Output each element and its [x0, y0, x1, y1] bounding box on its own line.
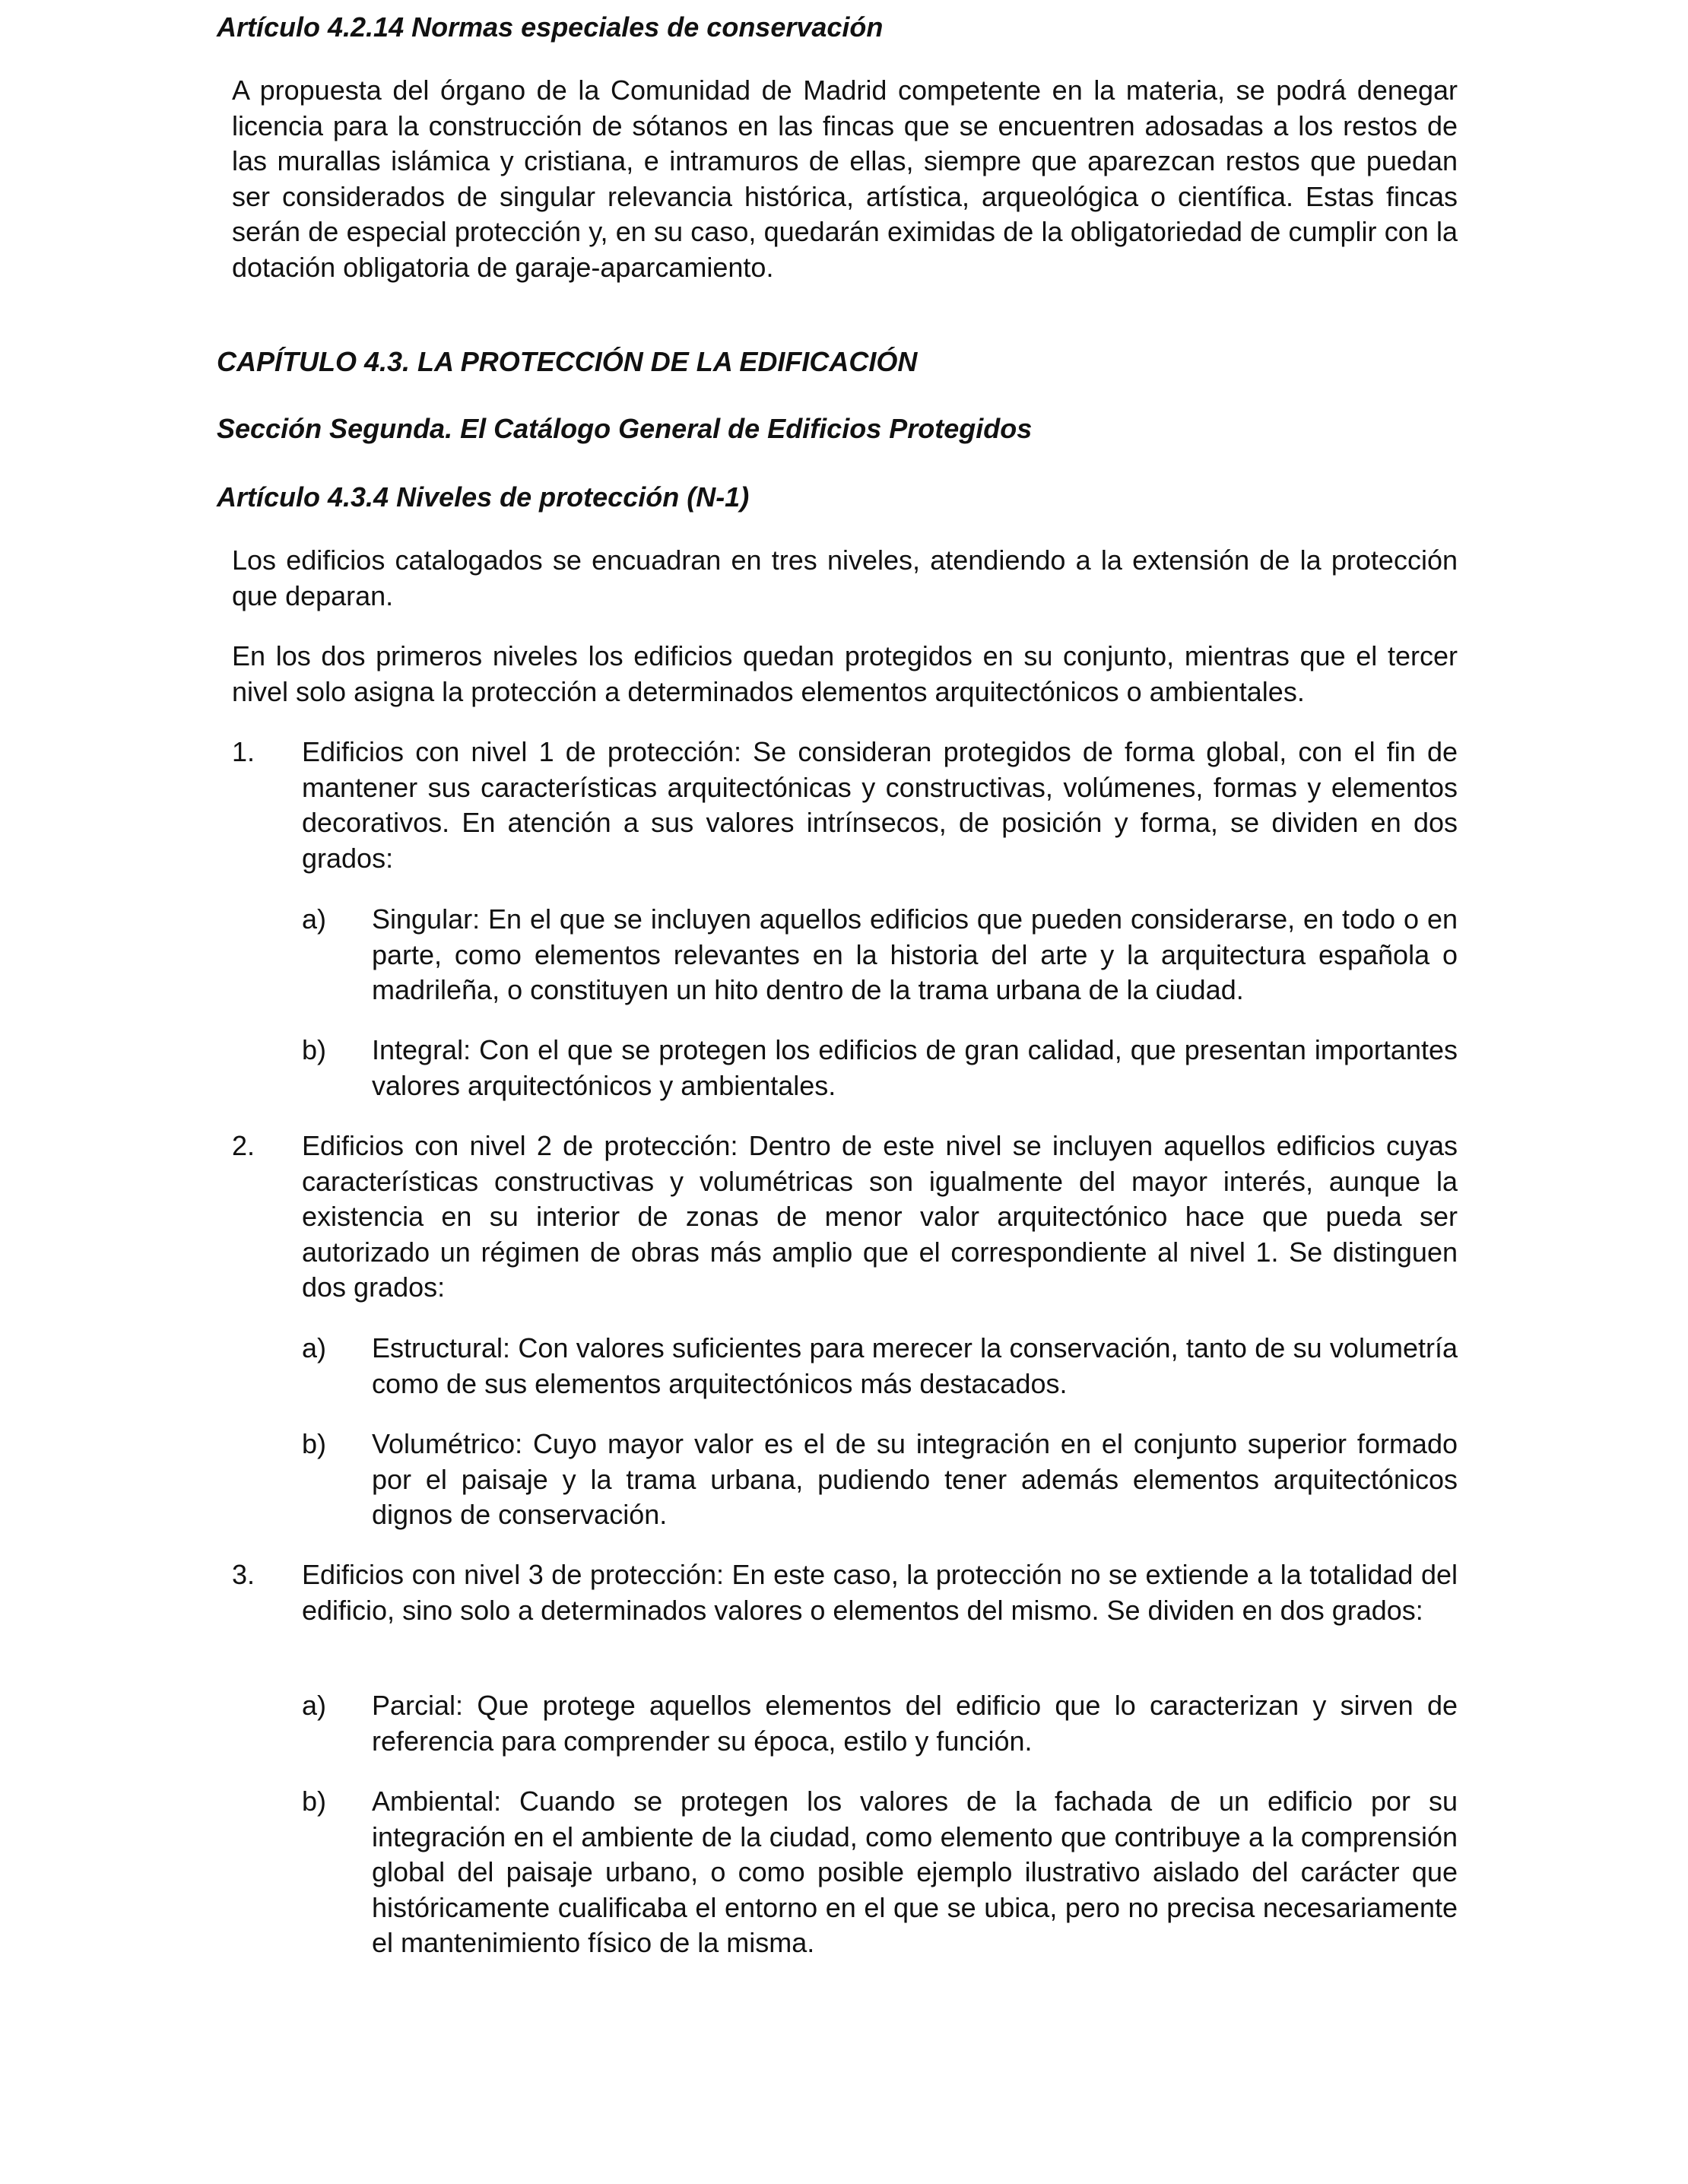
sub-item-text: Integral: Con el que se protegen los edificios de gran calidad, que presentan importantes valores arquitectónicos y ambientales.	[372, 1034, 1458, 1101]
list-item-number: 1.	[232, 736, 255, 767]
sub-item-level-1-b	[302, 1033, 1458, 1103]
article-4-2-14-heading: Artículo 4.2.14 Normas especiales de conservación	[217, 11, 884, 43]
sub-item-letter: b)	[302, 1034, 327, 1065]
list-item-level-3	[232, 1557, 1458, 1628]
sub-item-level-3-b	[302, 1784, 1458, 1961]
chapter-4-3-heading: CAPÍTULO 4.3. LA PROTECCIÓN DE LA EDIFICACIÓN	[217, 346, 918, 377]
article-4-3-4-intro-2: En los dos primeros niveles los edificios quedan protegidos en su conjunto, mientras que el tercer nivel solo asigna la protección a determinados elementos arquitectónicos o ambientales.	[232, 640, 1458, 707]
article-4-2-14-paragraph: A propuesta del órgano de la Comunidad de Madrid competente en la materia, se podrá denegar licencia para la construcción de sótanos en las fincas que se encuentren adosadas a los restos de las murallas islámica y cristiana, e intramuros de ellas, siempre que aparezcan restos que puedan ser considerados de singular relevancia histórica, artística, arqueológica o científica. Estas fincas serán de especial protección y, en su caso, quedarán eximidas de la obligatoriedad de cumplir con la dotación obligatoria de garaje-aparcamiento.	[232, 75, 1458, 283]
sub-item-text: Estructural: Con valores suficientes para merecer la conservación, tanto de su volumetría como de sus elementos arquitectónicos más destacados.	[372, 1332, 1458, 1399]
sub-item-level-1-a	[302, 902, 1458, 1008]
article-4-3-4-intro-1: Los edificios catalogados se encuadran en tres niveles, atendiendo a la extensión de la protección que deparan.	[232, 544, 1458, 611]
list-item-level-1	[232, 735, 1458, 876]
list-item-text: Edificios con nivel 2 de protección: Dentro de este nivel se incluyen aquellos edificios cuyas características constructivas y volumétricas son igualmente del mayor interés, aunque la existencia en su interior de zonas de menor valor arquitectónico hace que pueda ser autorizado un régimen de obras más amplio que el correspondiente al nivel 1. Se distinguen dos grados:	[302, 1130, 1458, 1303]
list-item-level-2	[232, 1129, 1458, 1306]
sub-item-text: Volumétrico: Cuyo mayor valor es el de su integración en el conjunto superior formado por el paisaje y la trama urbana, pudiendo tener además elementos arquitectónicos dignos de conservación.	[372, 1428, 1458, 1530]
sub-item-text: Ambiental: Cuando se protegen los valores de la fachada de un edificio por su integración en el ambiente de la ciudad, como elemento que contribuye a la comprensión global del paisaje urbano, o como posible ejemplo ilustrativo aislado del carácter que históricamente cualificaba el entorno en el que se ubica, pero no precisa necesariamente el mantenimiento físico de la misma.	[372, 1786, 1458, 1958]
sub-item-letter: a)	[302, 903, 327, 935]
sub-item-level-2-b	[302, 1427, 1458, 1533]
list-item-number: 3.	[232, 1559, 255, 1590]
list-item-text: Edificios con nivel 3 de protección: En este caso, la protección no se extiende a la totalidad del edificio, sino solo a determinados valores o elementos del mismo. Se dividen en dos grados:	[302, 1559, 1458, 1626]
sub-item-level-2-a	[302, 1331, 1458, 1402]
list-item-number: 2.	[232, 1130, 255, 1161]
sub-item-letter: b)	[302, 1428, 327, 1459]
article-4-3-4-heading: Artículo 4.3.4 Niveles de protección (N-1)	[217, 481, 750, 513]
section-segunda-heading: Sección Segunda. El Catálogo General de Edificios Protegidos	[217, 413, 1033, 444]
sub-item-text: Singular: En el que se incluyen aquellos edificios que pueden considerarse, en todo o en parte, como elementos relevantes en la historia del arte y la arquitectura española o madrileña, o constituyen un hito dentro de la trama urbana de la ciudad.	[372, 903, 1458, 1005]
sub-item-letter: a)	[302, 1332, 327, 1363]
sub-item-letter: b)	[302, 1786, 327, 1817]
list-item-text: Edificios con nivel 1 de protección: Se consideran protegidos de forma global, con el fin de mantener sus características arquitectónicas y constructivas, volúmenes, formas y elementos decorativos. En atención a sus valores intrínsecos, de posición y forma, se dividen en dos grados:	[302, 736, 1458, 874]
sub-item-level-3-a	[302, 1688, 1458, 1759]
sub-item-text: Parcial: Que protege aquellos elementos del edificio que lo caracterizan y sirven de referencia para comprender su época, estilo y función.	[372, 1690, 1458, 1757]
sub-item-letter: a)	[302, 1690, 327, 1721]
